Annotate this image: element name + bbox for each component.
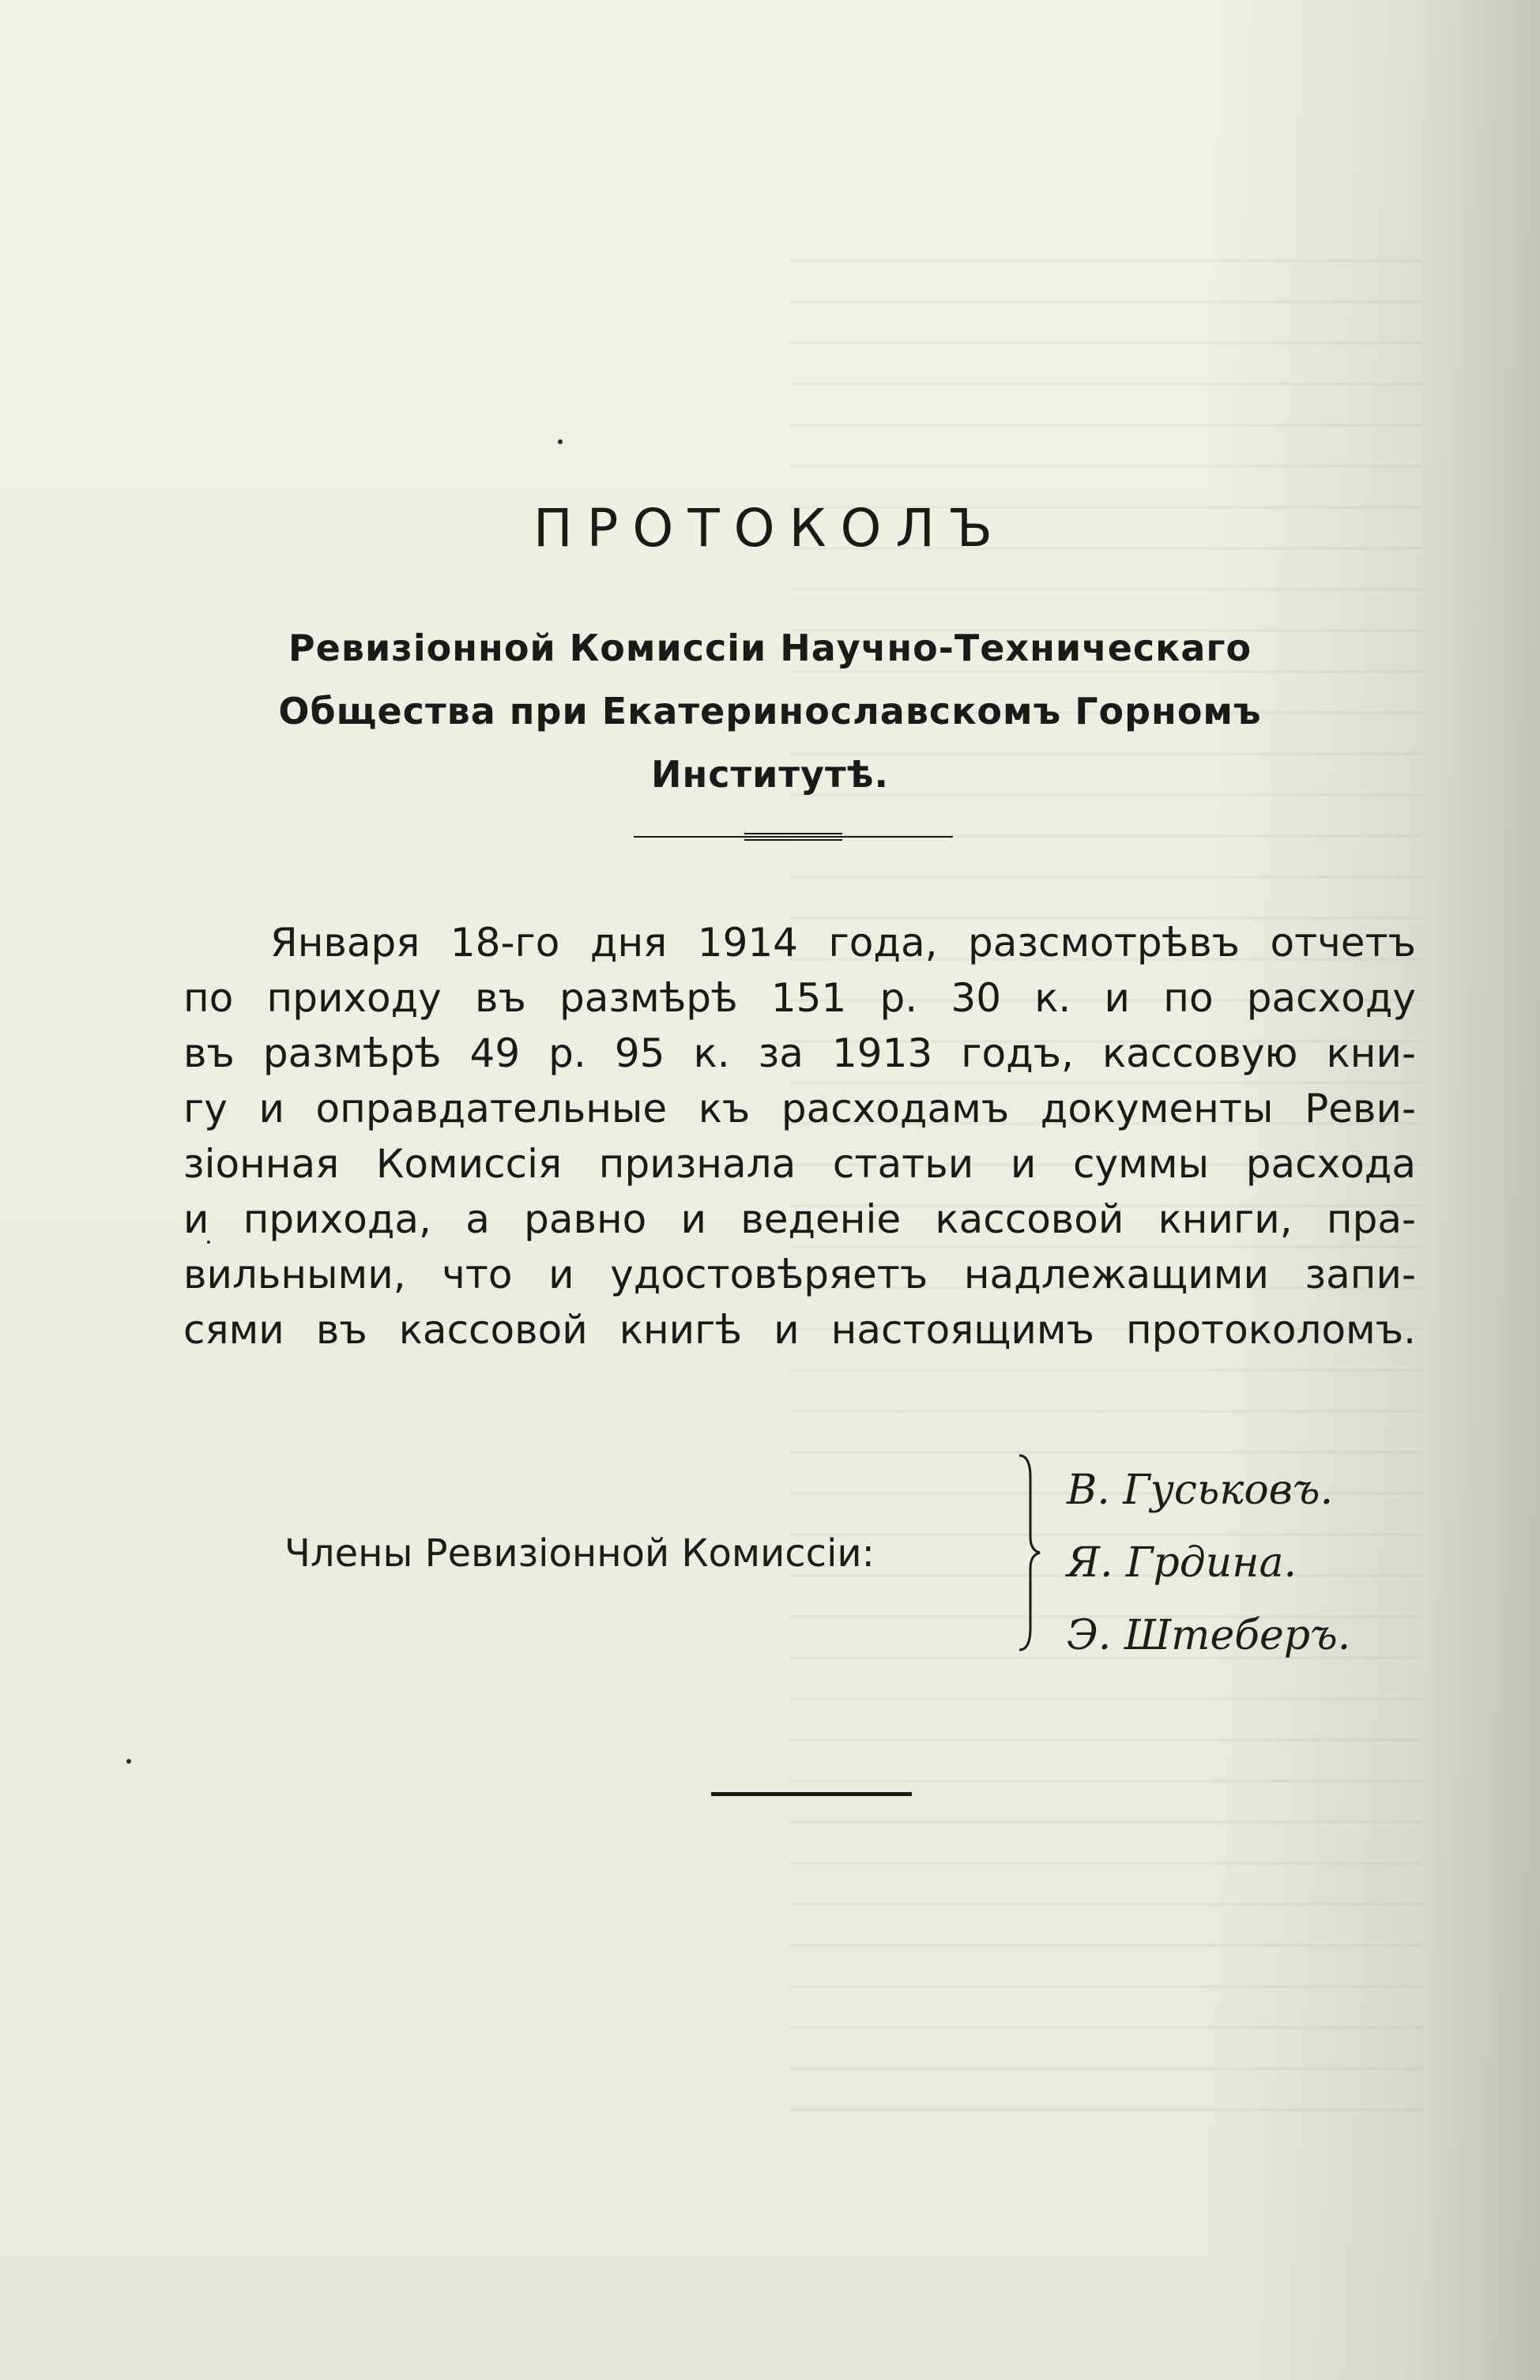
subtitle-line: Институтѣ. (650, 753, 890, 796)
signature-block (284, 1454, 1391, 1659)
brace-icon (1013, 1454, 1045, 1651)
document-title: ПРОТОКОЛЪ (533, 498, 1007, 559)
commission-members-label: Члены Ревизіонной Комиссіи: (284, 1531, 875, 1576)
ornamental-divider (634, 831, 953, 842)
signature-names (1067, 1454, 1350, 1672)
body-line: гу и оправдательные къ расходамъ документы Реви- (183, 1086, 1416, 1132)
body-line: и прихода, а равно и веденіе кассовой книги, пра- (183, 1196, 1416, 1242)
body-line: зіонная Комиссія признала статьи и суммы расхода (183, 1141, 1416, 1187)
subtitle-line: Ревизіонной Комиссіи Научно-Техническаго (288, 627, 1252, 669)
body-line: сями въ кассовой книгѣ и настоящимъ протоколомъ. (183, 1307, 1416, 1353)
body-line: вильными, что и удостовѣряетъ надлежащими запи- (183, 1252, 1416, 1297)
body-line: Января 18-го дня 1914 года, разсмотрѣвъ отчетъ (270, 920, 1416, 966)
body-line: въ размѣрѣ 49 р. 95 к. за 1913 годъ, кассовую кни- (183, 1030, 1416, 1076)
protocol-body (183, 915, 1416, 1358)
signature-name: Я. Грдина. (1067, 1539, 1297, 1587)
subtitle-line: Общества при Екатеринославскомъ Горномъ (278, 690, 1262, 732)
document-subtitle (158, 616, 1382, 806)
closing-rule (711, 1792, 912, 1796)
ink-speck (558, 439, 563, 444)
signature-name: Э. Штеберъ. (1067, 1612, 1351, 1659)
body-line: по приходу въ размѣрѣ 151 р. 30 к. и по расходу (183, 975, 1416, 1021)
signature-name: В. Гуськовъ. (1067, 1467, 1334, 1514)
ink-speck (126, 1759, 131, 1764)
